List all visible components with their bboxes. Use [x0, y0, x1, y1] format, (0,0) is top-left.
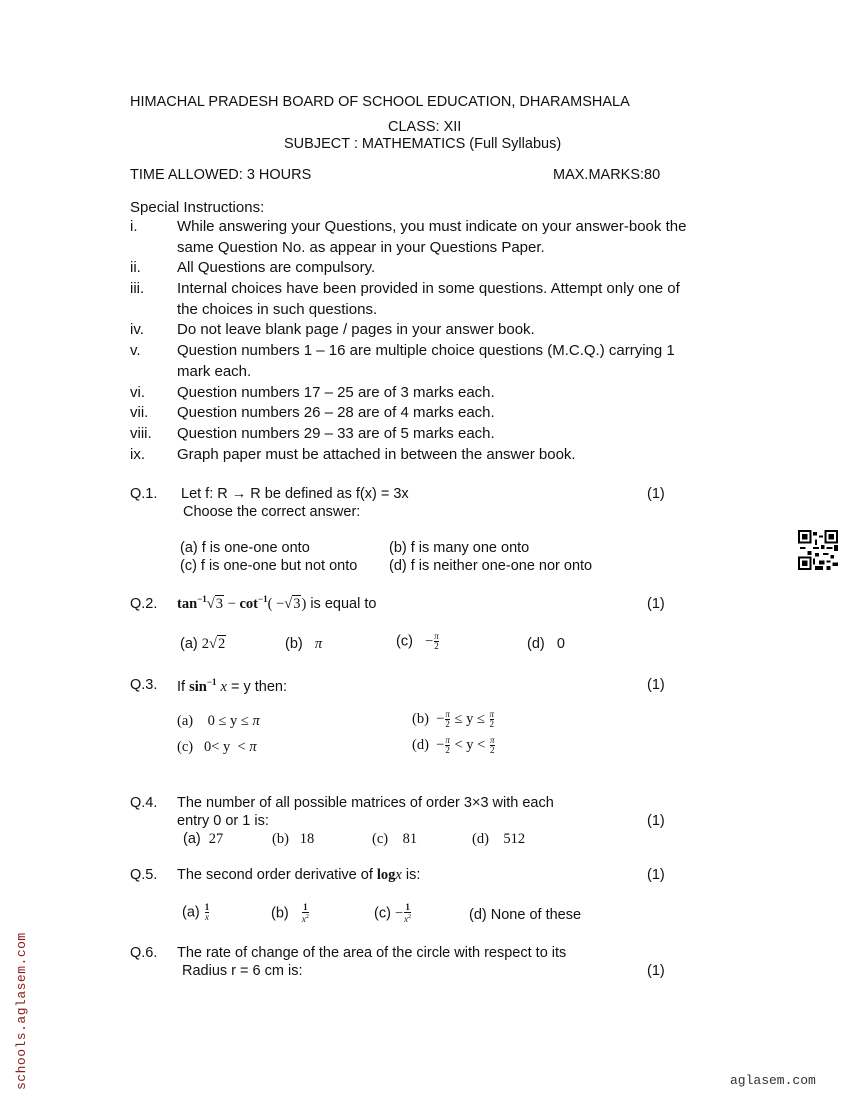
question-text: Radius r = 6 cm is:: [182, 963, 303, 979]
question-marks: (1): [647, 867, 665, 883]
option-label: (a): [183, 831, 201, 847]
option-label: (d): [472, 831, 489, 847]
question-number: Q.4.: [130, 795, 158, 811]
question-marks: (1): [647, 963, 665, 979]
option-c: [372, 831, 417, 848]
question-text: Choose the correct answer:: [183, 504, 361, 520]
qr-code-icon: [798, 530, 838, 570]
instruction-text: mark each.: [177, 363, 252, 380]
question-text: is:: [405, 867, 421, 883]
subject-label: SUBJECT : MATHEMATICS (Full Syllabus): [284, 136, 562, 152]
instruction-num: vii.: [130, 404, 149, 421]
instruction-text: same Question No. as appear in your Questions Paper.: [177, 239, 545, 256]
instruction-text: Internal choices have been provided in some questions. Attempt only one of: [177, 280, 680, 297]
option-label: (c): [372, 831, 389, 847]
instruction-text: the choices in such questions.: [177, 301, 378, 318]
question-text: entry 0 or 1 is:: [177, 813, 269, 829]
option-label: (c): [177, 739, 194, 755]
instruction-num: iv.: [130, 321, 144, 338]
instruction-text: While answering your Questions, you must indicate on your answer-book the: [177, 218, 687, 235]
option-c: (c) 0< y < π: [177, 739, 257, 755]
option-value: 512: [503, 831, 526, 847]
instruction-text: Question numbers 1 – 16 are multiple choice questions (M.C.Q.) carrying 1: [177, 342, 675, 359]
instruction-num: ix.: [130, 446, 145, 463]
option-label: (b): [271, 905, 289, 922]
question-number: Q.5.: [130, 867, 158, 883]
option-a: (a) f is one-one onto: [180, 540, 310, 556]
board-name: HIMACHAL PRADESH BOARD OF SCHOOL EDUCATION, DHARAMSHALA: [130, 94, 630, 110]
option-b: (b) f is many one onto: [389, 540, 530, 556]
question-number: Q.3.: [130, 677, 158, 693]
option-a: (a) $\frac{1}{x}$: [182, 902, 210, 922]
instruction-num: viii.: [130, 425, 152, 442]
option-d: [527, 636, 565, 652]
option-value: 0: [556, 636, 565, 652]
question-text: The rate of change of the area of the circle with respect to its: [177, 945, 567, 961]
instruction-num: v.: [130, 342, 141, 359]
question-marks: (1): [647, 596, 665, 612]
question-expression: If $\sin^{-1} x = y$ then:: [177, 677, 288, 695]
option-label: (d): [527, 636, 545, 652]
instruction-num: iii.: [130, 280, 145, 297]
option-b: (b) − $\frac{\pi}{2}$ ≤ y ≤ $\frac{\pi}{2}$: [412, 709, 495, 729]
option-label: (d): [412, 736, 429, 753]
option-label: (b): [412, 710, 429, 727]
option-label: (a): [182, 904, 200, 921]
instructions-title: Special Instructions:: [130, 199, 265, 216]
question-text: is equal to: [310, 595, 377, 612]
question-text: If: [177, 678, 186, 695]
max-marks: MAX.MARKS:80: [553, 167, 661, 183]
option-c: (c) f is one-one but not onto: [180, 558, 358, 574]
option-label: (a): [180, 636, 198, 652]
option-b: (b) π: [285, 636, 323, 652]
option-value: 27: [208, 831, 224, 847]
question-marks: (1): [647, 813, 665, 829]
class-label: CLASS: XII: [388, 119, 462, 135]
option-value: 18: [299, 831, 315, 847]
instruction-text: Graph paper must be attached in between the answer book.: [177, 446, 576, 463]
instruction-text: Question numbers 17 – 25 are of 3 marks each.: [177, 384, 495, 401]
option-d: (d) None of these: [469, 907, 582, 923]
instruction-num: vi.: [130, 384, 145, 401]
question-text: The number of all possible matrices of order 3×3 with each: [177, 795, 554, 811]
option-b: (b) $\frac{1}{x^2}$: [271, 902, 309, 924]
instruction-num: i.: [130, 218, 138, 235]
footer-watermark: aglasem.com: [730, 1073, 816, 1088]
question-text: = y then:: [230, 678, 288, 695]
question-number: Q.2.: [130, 596, 158, 612]
option-label: (c): [396, 633, 413, 650]
instruction-text: All Questions are compulsory.: [177, 259, 376, 276]
instruction-text: Do not leave blank page / pages in your answer book.: [177, 321, 535, 338]
question-marks: (1): [647, 486, 665, 502]
instruction-text: Question numbers 26 – 28 are of 4 marks each.: [177, 404, 495, 421]
option-a: (a) 2√2: [180, 636, 226, 652]
option-c: (c) − $\frac{1}{x^2}$: [374, 902, 412, 924]
question-marks: (1): [647, 677, 665, 693]
option-d: (d) − $\frac{\pi}{2}$ < y < $\frac{\pi}{2}$: [412, 735, 495, 755]
option-label: (a): [177, 713, 194, 729]
question-text: The second order derivative of: [177, 867, 373, 883]
time-allowed: TIME ALLOWED: 3 HOURS: [130, 167, 312, 183]
question-expression: $\tan^{-1}√3 - \cot^{-1}( -√3)$ is equal to: [177, 594, 377, 612]
question-number: Q.6.: [130, 945, 158, 961]
option-label: (b): [272, 831, 289, 847]
question-number: Q.1.: [130, 486, 158, 502]
option-label: (b): [285, 636, 303, 652]
instruction-text: Question numbers 29 – 33 are of 5 marks each.: [177, 425, 495, 442]
option-c: (c) − $\frac{\pi}{2}$: [396, 631, 439, 651]
instruction-num: ii.: [130, 259, 141, 276]
side-watermark: schools.aglasem.com: [14, 932, 29, 1090]
option-a: (a) 0 ≤ y ≤ π: [177, 713, 260, 729]
option-d: (d) f is neither one-one nor onto: [389, 558, 593, 574]
option-a: [183, 831, 223, 848]
option-d: [472, 831, 525, 848]
option-b: [272, 831, 314, 848]
question-text: Let f: R → R be defined as f(x) = 3x: [181, 486, 409, 502]
question-expression: The second order derivative of logx is:: [177, 867, 421, 883]
option-value: 81: [402, 831, 418, 847]
option-label: (c): [374, 905, 391, 922]
